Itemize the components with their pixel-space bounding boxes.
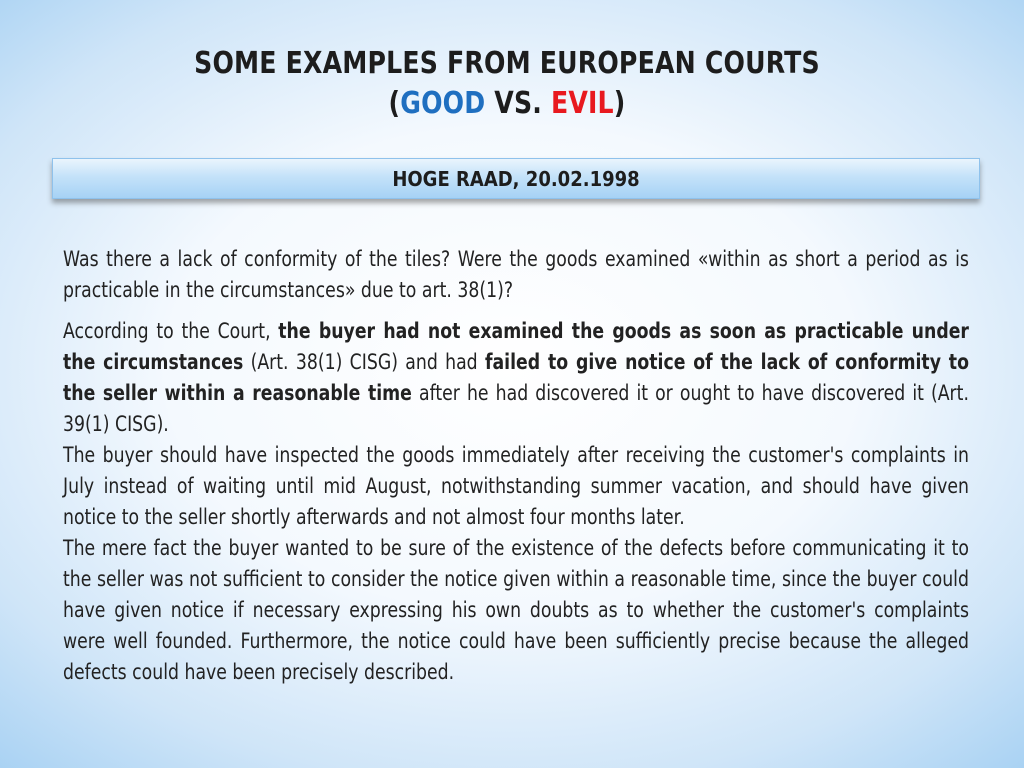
finding-text-3: after he had discovered it or ought to have discovered it (Art. 39(1) CISG). [63, 381, 969, 436]
inspection-paragraph: The buyer should have inspected the goods immediately after receiving the customer's complaints in July instead of waiting until mid August, notwithstanding summer vacation, and should have given notice to the seller shortly afterwards and not almost four months later. [63, 443, 969, 529]
title-line-2 [81, 84, 933, 124]
finding-bold-1: the buyer had not examined the goods as soon as practicable under the circumstances [63, 319, 969, 374]
title-good: GOOD [400, 86, 486, 121]
question-paragraph: Was there a lack of conformity of the tiles? Were the goods examined «within as short a period as is practicable in the circumstances» due to art. 38(1)? [63, 247, 969, 302]
reasoning-paragraph: The mere fact the buyer wanted to be sure of the existence of the defects before communicating it to the seller was not sufficient to consider the notice given within a reasonable time, since the buyer could have given notice if necessary expressing his own doubts as to whether the customer's complaints were well founded. Furthermore, the notice could have been sufficiently precise because the alleged defects could have been precisely described. [63, 536, 969, 684]
slide-body [63, 244, 969, 688]
finding-text-1: According to the Court, [63, 319, 279, 343]
title-evil: EVIL [550, 86, 614, 121]
slide-body-inner [63, 244, 969, 688]
title-paren-close: ) [613, 86, 626, 121]
title-paren-open: ( [388, 86, 401, 121]
finding-text-2: (Art. 38(1) CISG) and had [243, 350, 485, 374]
title-line-1: SOME EXAMPLES FROM EUROPEAN COURTS [194, 46, 820, 81]
case-banner [52, 158, 980, 199]
slide-title [81, 44, 933, 124]
court-finding-paragraph [63, 316, 969, 440]
case-banner-label: HOGE RAAD, 20.02.1998 [392, 167, 640, 191]
finding-bold-2: failed to give notice of the lack of conformity to the seller within a reasonable time [63, 350, 969, 405]
title-vs: VS. [485, 86, 551, 121]
